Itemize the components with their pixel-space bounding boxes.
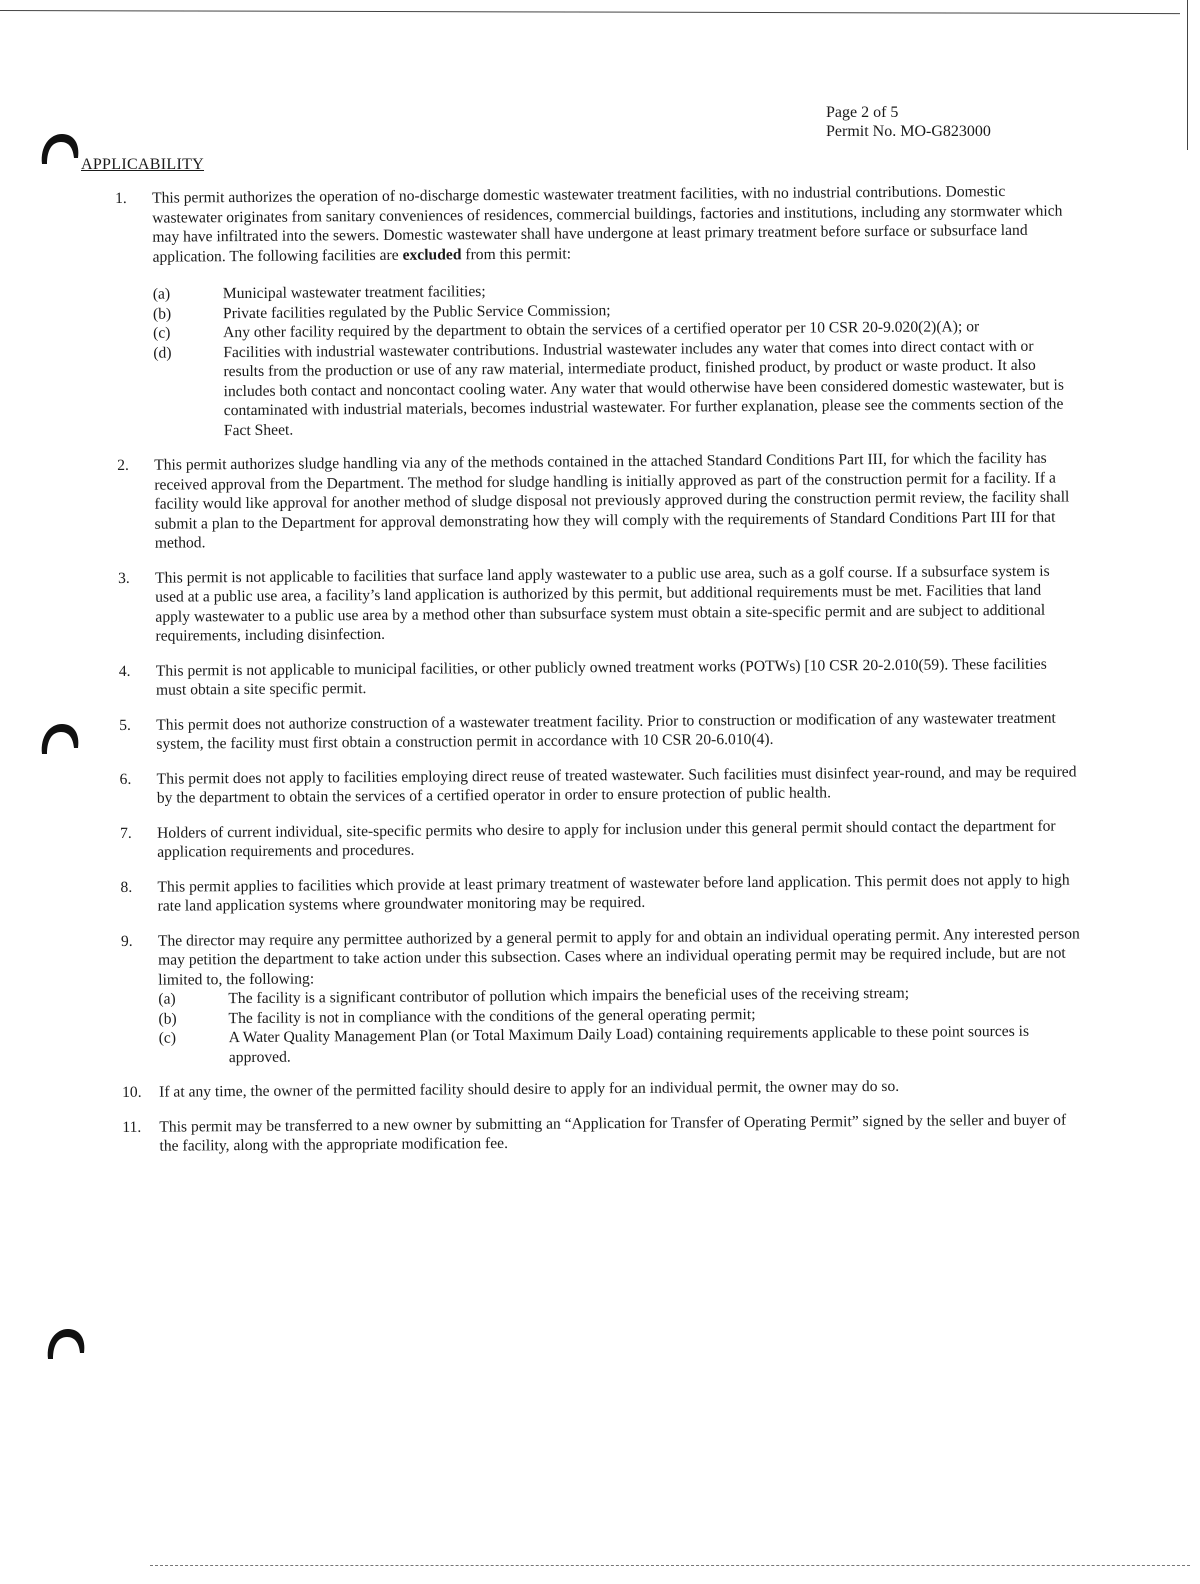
item-number: 7. <box>119 824 132 842</box>
punch-hole-icon <box>38 718 82 762</box>
item-number: 6. <box>119 770 132 788</box>
item-text-main: This permit is not applicable to facilities that surface land apply wastewater to a public use area, such as a golf course. If a subsurface system is used at a public use area, a facility’s land application is authorized by this permit, but additional requirements must be met. Facilities that land apply wastewater to a public use area by a method other than subsurface system must obtain a site-specific permit and are subject to additional requirements, including disinfection. <box>154 562 1050 645</box>
item-text <box>157 816 1080 862</box>
list-item <box>120 762 1080 809</box>
item-text-main: If at any time, the owner of the permitted facility should desire to apply for an individual permit, the owner may do so. <box>159 1077 900 1101</box>
item-number: 2. <box>117 456 129 474</box>
item-text <box>159 1110 1082 1156</box>
punch-hole-icon <box>44 1323 88 1367</box>
applicability-list <box>115 181 1083 1171</box>
item-text-after: from this permit: <box>465 244 572 263</box>
punch-hole-icon <box>38 128 82 172</box>
item-text <box>157 762 1080 808</box>
item-text-main: This permit is not applicable to municipal facilities, or other publicly owned treatment works (POTWs) [10 CSR 20-2.010(59). These facilities must obtain a site specific permit. <box>155 655 1047 699</box>
section-title: APPLICABILITY <box>81 156 205 173</box>
scan-edge-bottom <box>150 1565 1190 1566</box>
permit-number: Permit No. MO-G823000 <box>826 123 991 140</box>
scan-edge-top <box>0 10 1180 14</box>
item-text-main: Holders of current individual, site-specific permits who desire to apply for inclusion under this general permit should contact the department for application requirements and procedures. <box>156 817 1056 861</box>
item-text <box>155 561 1079 646</box>
sub-item-label: (a) <box>152 285 171 303</box>
list-item <box>122 1110 1082 1157</box>
item-number: 10. <box>122 1083 142 1101</box>
sub-list <box>158 982 1082 1067</box>
item-text-main: This permit authorizes the operation of no-discharge domestic wastewater treatment facilities, with no industrial contributions. Domestic wastewater originates from sanitary conveniences of residences, commercial buildings, factories and institutions, including any stormwater which may have infiltrated into the sewers. Domestic wastewater shall have undergone at least primary treatment before surface or subsurface land application. The following facilities are <box>152 183 1063 266</box>
item-text <box>156 654 1079 700</box>
list-item <box>119 708 1079 755</box>
page-header <box>826 103 991 141</box>
item-text <box>157 870 1080 916</box>
list-item <box>118 561 1079 647</box>
item-number: 11. <box>122 1118 142 1136</box>
item-text <box>159 1075 1082 1102</box>
item-text-main: This permit may be transferred to a new owner by submitting an “Application for Transfer of Operating Permit” signed by the seller and buyer of the facility, along with the appropriate modification fee. <box>159 1111 1067 1155</box>
item-text-main: This permit does not apply to facilities employing direct reuse of treated wastewater. Such facilities must disinfect year-round, and may be required by the department to obtain the services of a certified operator in order to ensure protection of public health. <box>156 762 1077 807</box>
sub-item-text: Any other facility required by the department to obtain the services of a certified operator per 10 CSR 20-9.020(2)(A); or <box>223 318 980 342</box>
sub-item-text: The facility is a significant contributor of pollution which impairs the beneficial uses of the receiving stream; <box>228 984 910 1008</box>
item-text-main: This permit applies to facilities which provide at least primary treatment of wastewater before land application. This permit does not apply to high rate land application systems where groundwater monitoring may be required. <box>157 871 1070 915</box>
item-text-main: The director may require any permittee authorized by a general permit to apply for and obtain an individual operating permit. Any interested person may petition the department to take action under this subsection. Cases where an individual operating permit may be required include, but are not limited to, the following: <box>157 924 1080 989</box>
sub-item-text: A Water Quality Management Plan (or Total Maximum Daily Load) containing requirements applicable to these point sources is approved. <box>228 1022 1030 1066</box>
sub-item-label: (b) <box>152 305 172 323</box>
list-item <box>115 181 1077 441</box>
sub-item-text: Municipal wastewater treatment facilities; <box>222 283 486 303</box>
list-item <box>122 1075 1082 1102</box>
scan-edge-right <box>1187 0 1188 150</box>
item-text-main: This permit does not authorize construction of a wastewater treatment facility. Prior to construction or modification of any wastewater treatment system, the facility must first obtain a construction permit in accordance with 10 CSR 20-6.010(4). <box>156 709 1056 753</box>
item-text <box>156 708 1079 754</box>
sub-item-label: (d) <box>153 344 172 362</box>
sub-item-text: Private facilities regulated by the Public Service Commission; <box>222 301 611 322</box>
list-item <box>119 654 1079 701</box>
item-number: 4. <box>118 662 131 680</box>
sub-item <box>159 1021 1082 1067</box>
sub-item-label: (b) <box>158 1010 177 1028</box>
sub-item <box>153 336 1077 441</box>
page-number: Page 2 of 5 <box>826 104 899 121</box>
item-number: 8. <box>120 878 133 896</box>
item-number: 5. <box>119 716 131 734</box>
item-text <box>158 924 1081 990</box>
sub-item-text: The facility is not in compliance with the conditions of the general operating permit; <box>228 1005 756 1027</box>
item-text-main: This permit authorizes sludge handling via any of the methods contained in the attached Standard Conditions Part III, for which the facility has received approval from the Department. The method for sludge handling is initially approved as part of the construction permit for a facility. If a facility would like approval for another method of sludge disposal not previously approved during the construction permit review, the facility shall submit a plan to the Department for approval demonstrating how they will comply with the requirements of Standard Conditions Part III for that method. <box>154 449 1070 552</box>
item-text <box>152 181 1076 266</box>
list-item <box>117 448 1078 553</box>
sub-item-label: (c) <box>153 324 171 342</box>
sub-list <box>153 277 1077 440</box>
item-number: 1. <box>115 189 127 207</box>
sub-item-label: (c) <box>158 1029 177 1047</box>
sub-item-text: Facilities with industrial wastewater contributions. Industrial wastewater includes any water that comes into direct contact with or results from the production or use of any raw material, intermediate product, finished product, by product or waste product. It also includes both contact and noncontact cooling water. Any water that would otherwise have been considered domestic wastewater, but is contaminated with industrial materials, becomes industrial wastewater. For further explanation, please see the comments section of the Fact Sheet. <box>223 337 1064 439</box>
item-text <box>154 448 1078 553</box>
list-item <box>120 870 1080 917</box>
list-item <box>120 816 1080 863</box>
item-number: 9. <box>120 932 133 950</box>
item-number: 3. <box>117 569 130 587</box>
item-text-emphasis: excluded <box>402 245 462 264</box>
list-item <box>121 924 1082 1068</box>
sub-item-label: (a) <box>158 990 176 1008</box>
